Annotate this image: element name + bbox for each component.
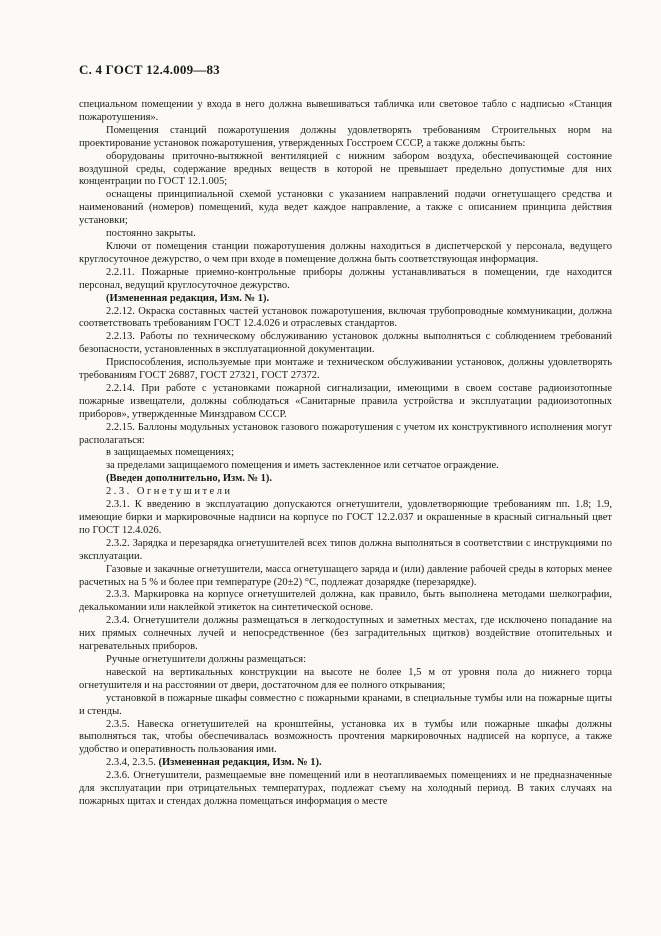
amendment-label: (Измененная редакция, Изм. № 1). (158, 757, 322, 769)
paragraph: специальном помещении у входа в него должна вывешиваться табличка или световое табло с надписью «Станция пожаротушения». (79, 99, 612, 123)
paragraph: 2.3. Огнетушители (106, 486, 233, 498)
paragraph: навеской на вертикальных конструкции на высоте не более 1,5 м от уровня пола до нижнего торца огнетушителя и на расстоянии от двери, достаточном для ее полного открывания; (79, 666, 612, 691)
paragraph: установкой в пожарные шкафы совместно с пожарными кранами, в специальные тумбы или на пожарные щиты и стенды. (79, 692, 612, 717)
paragraph: 2.2.14. При работе с установками пожарной сигнализации, имеющими в своем составе радиоизотопные пожарные извещатели, должны соблюдаться «Санитарные правила устройства и эксплуатации радиоизотопных приборов», утвержденные Минздравом СССР. (79, 382, 612, 420)
paragraph: в защищаемых помещениях; (106, 447, 235, 459)
paragraph: 2.2.11. Пожарные приемно-контрольные приборы должны устанавливаться в помещении, где находится персонал, ведущий круглосуточное дежурство. (79, 266, 612, 291)
paragraph: 2.3.1. К введению в эксплуатацию допускаются огнетушители, удовлетворяющие требованиям пп. 1.8; 1.9, имеющие бирки и маркировочные надписи на корпусе по ГОСТ 12.2.037 и окрашенные в красный сигнальный цвет по ГОСТ 12.4.026. (79, 499, 612, 536)
paragraph: Помещения станций пожаротушения должны удовлетворять требованиям Строительных норм на проектирование установок пожаротушения, утвержденных Госстроем СССР, а также должны быть: (79, 124, 612, 149)
paragraph: 2.2.15. Баллоны модульных установок газового пожаротушения с учетом их конструктивного исполнения могут располагаться: (79, 421, 612, 446)
paragraph: 2.2.13. Работы по техническому обслуживанию установок должны выполняться с соблюдением требований безопасности, установленных в эксплуатационной документации. (79, 331, 612, 356)
paragraph: Приспособления, используемые при монтаже и техническом обслуживании установок, должны удовлетворять требованиям ГОСТ 26887, ГОСТ 27321, ГОСТ 27372. (79, 357, 612, 382)
paragraph: оборудованы приточно-вытяжной вентиляцией с нижним забором воздуха, обеспечивающей состояние воздушной среды, содержание вредных веществ в которой не превышает предельно допустимые для них концентрации по ГОСТ 12.1.005; (79, 150, 612, 188)
amendment-note (79, 757, 612, 770)
paragraph: постоянно закрыты. (106, 228, 196, 240)
paragraph-prefix: 2.3.4, 2.3.5. (106, 757, 159, 769)
paragraph: Ручные огнетушители должны размещаться: (106, 653, 307, 665)
paragraph: 2.3.3. Маркировка на корпусе огнетушителей должна, как правило, быть выполнена методами шелкографии, декалькомании или наклейкой этикеток на синтетической основе. (79, 589, 612, 614)
paragraph: 2.3.6. Огнетушители, размещаемые вне помещений или в неотапливаемых помещениях и не предназначенные для эксплуатации при отрицательных температурах, подлежат съему на холодный период. В таких случаях на пожарных щитах и стендах должна помещаться информация о месте (79, 770, 612, 807)
amendment-note: (Введен дополнительно, Изм. № 1). (106, 473, 273, 485)
paragraph: за пределами защищаемого помещения и иметь застекленное или сетчатое ограждение. (106, 460, 499, 472)
paragraph: 2.3.2. Зарядка и перезарядка огнетушителей всех типов должна выполняться в соответствии с инструкциями по эксплуатации. (79, 537, 612, 562)
paragraph: оснащены принципиальной схемой установки с указанием направлений подачи огнетушащего средства и наименований (номеров) помещений, куда ведет каждое направление, а также с описанием принципа действия установки; (79, 189, 612, 227)
paragraph: Ключи от помещения станции пожаротушения должны находиться в диспетчерской у персонала, ведущего круглосуточное дежурство, о чем при входе в помещение должна быть соответствующая информация. (79, 240, 612, 265)
paragraph: Газовые и закачные огнетушители, масса огнетушащего заряда и (или) давление рабочей среды в которых менее расчетных на 5 % и более при температуре (20±2) °С, подлежат дозарядке (перезарядке). (79, 563, 612, 588)
paragraph: 2.2.12. Окраска составных частей установок пожаротушения, включая трубопроводные коммуникации, должна соответствовать требованиям ГОСТ 12.4.026 и отраслевых стандартов. (79, 305, 612, 330)
document-body (79, 99, 612, 809)
paragraph: 2.3.4. Огнетушители должны размещаться в легкодоступных и заметных местах, где исключено попадание на них прямых солнечных лучей и непосредственное (без заградительных щитков) воздействие отопительных и нагревательных приборов. (79, 615, 612, 653)
amendment-note: (Измененная редакция, Изм. № 1). (106, 292, 270, 304)
page-header: С. 4 ГОСТ 12.4.009—83 (79, 62, 220, 77)
paragraph: 2.3.5. Навеска огнетушителей на кронштейны, установка их в тумбы или пожарные шкафы должны выполняться так, чтобы обеспечивалась возможность прочтения маркировочных надписей на корпусе, а также удобство и оперативность пользования ими. (79, 718, 612, 756)
